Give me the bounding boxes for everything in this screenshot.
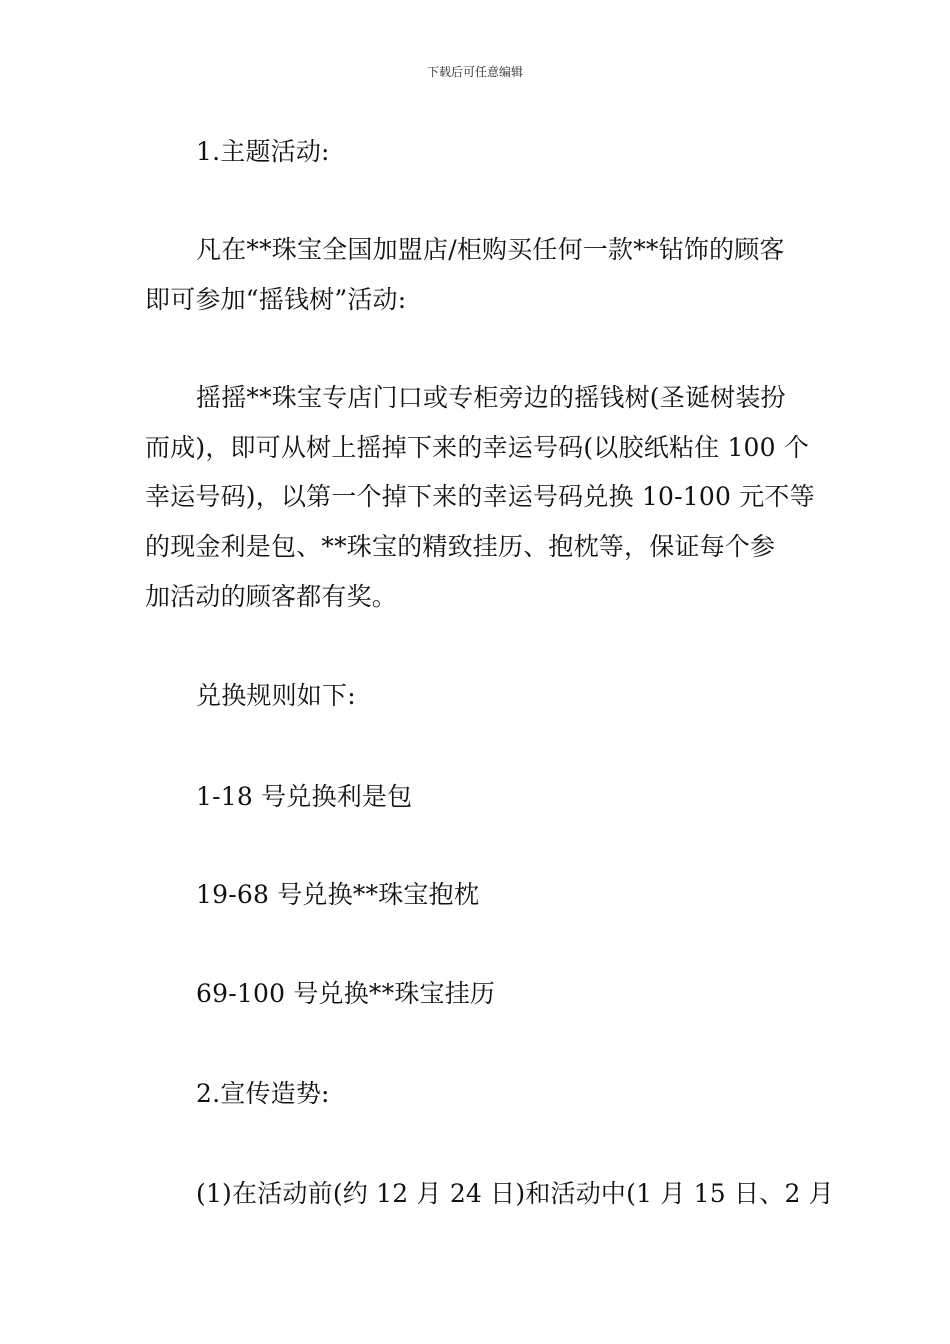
paragraph-line: 凡在**珠宝全国加盟店/柜购买任何一款**钻饰的顾客 xyxy=(196,235,785,264)
rules-heading: 兑换规则如下: xyxy=(196,681,356,710)
section-heading-theme: 1.主题活动: xyxy=(196,137,330,166)
page-header-note: 下载后可任意编辑 xyxy=(426,65,523,79)
rule-item: 19-68 号兑换**珠宝抱枕 xyxy=(196,880,480,909)
paragraph-line: (1)在活动前(约 12 月 24 日)和活动中(1 月 15 日、2 月 xyxy=(196,1179,834,1208)
rule-item: 1-18 号兑换利是包 xyxy=(196,782,413,811)
paragraph-line: 而成)，即可从树上摇掉下来的幸运号码(以胶纸粘住 100 个 xyxy=(145,433,810,462)
section-heading-promotion: 2.宣传造势: xyxy=(196,1079,330,1108)
paragraph-line: 幸运号码)，以第一个掉下来的幸运号码兑换 10-100 元不等 xyxy=(145,482,815,511)
paragraph-line: 的现金利是包、**珠宝的精致挂历、抱枕等，保证每个参 xyxy=(145,532,776,561)
paragraph-line: 摇摇**珠宝专店门口或专柜旁边的摇钱树(圣诞树装扮 xyxy=(196,383,786,412)
rule-item: 69-100 号兑换**珠宝挂历 xyxy=(196,979,496,1008)
paragraph-line: 加活动的顾客都有奖。 xyxy=(145,582,398,611)
paragraph-line: 即可参加“摇钱树”活动: xyxy=(145,285,407,314)
